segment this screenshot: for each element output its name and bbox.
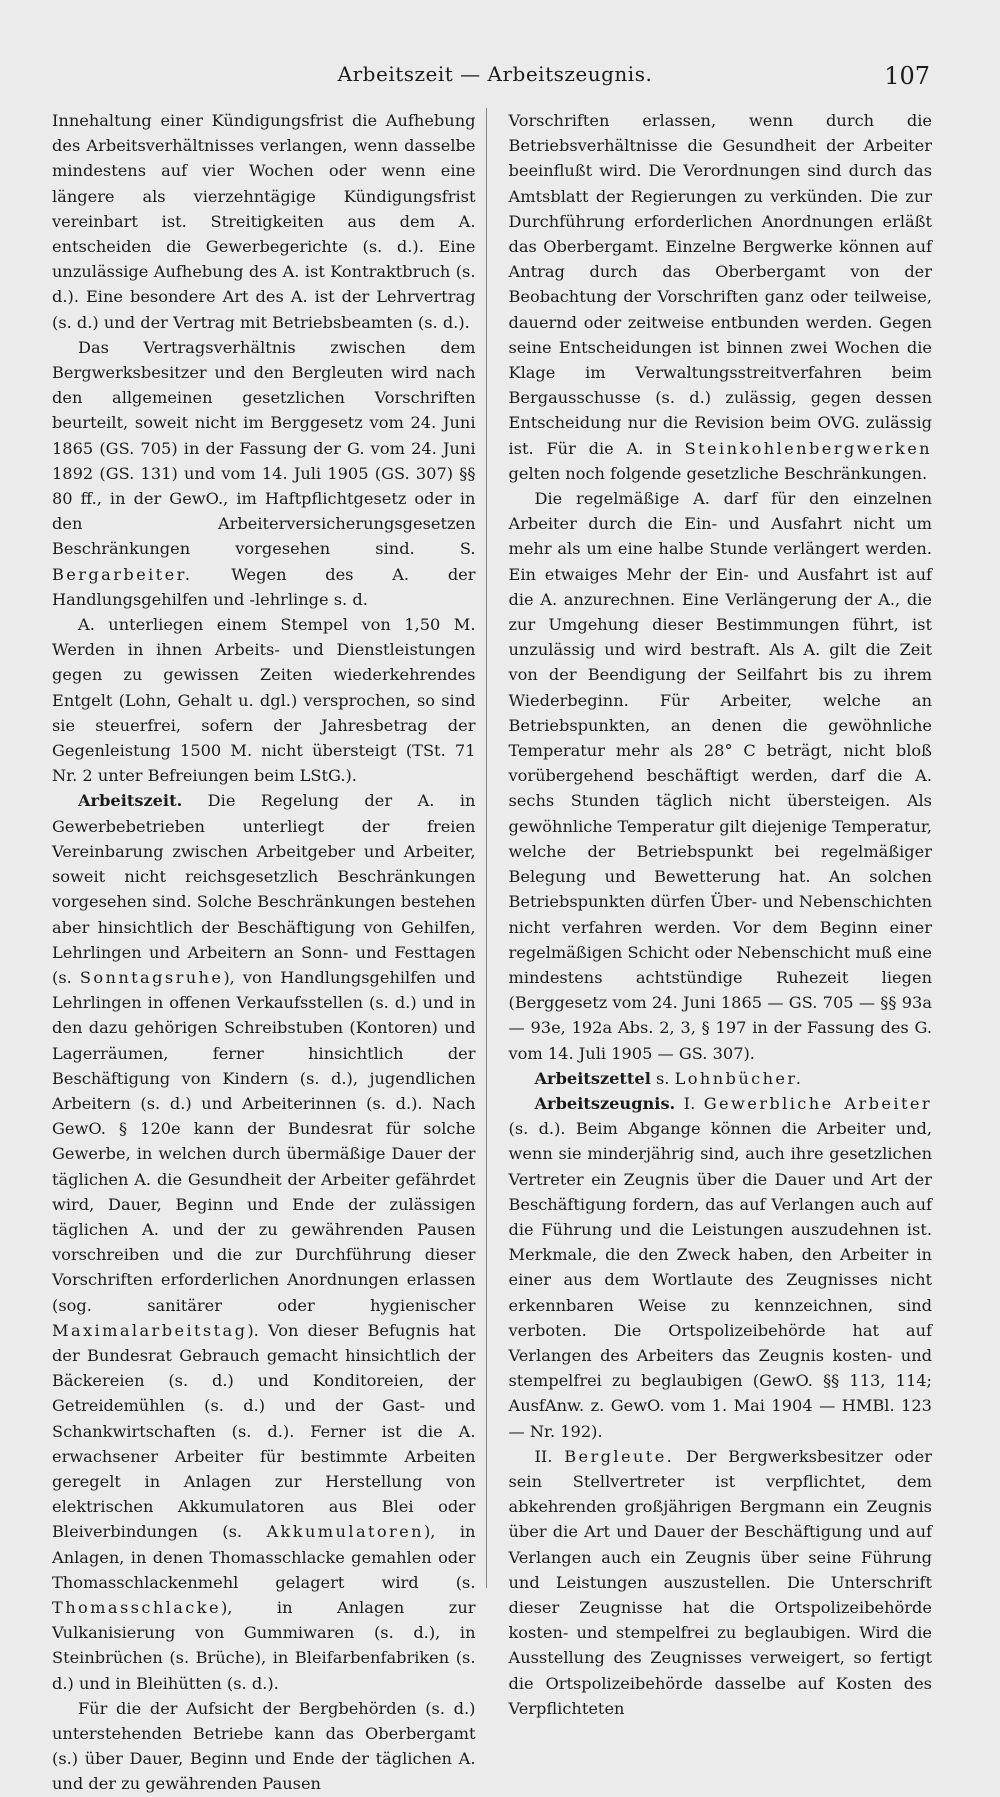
paragraph-text: Wegen des A. der Handlungsgehilfen und -lehrlinge s. d. xyxy=(52,564,476,609)
cross-reference: Lohnbücher. xyxy=(674,1068,804,1088)
paragraph-text: Die Regelung der A. in Gewerbebetrieben unterliegt der freien Vereinbarung zwischen Arbeitgeber und Arbeiter, soweit nicht reichsgesetzlich Beschränkungen vorgesehen sind. Solche Beschränkungen bestehen aber hinsichtlich der Beschäftigung von Gehilfen, Lehrlingen und Arbeitern an Sonn- und Festtagen (s. xyxy=(52,791,476,987)
paragraph-text: gelten noch folgende gesetzliche Beschränkungen. xyxy=(508,463,928,483)
paragraph xyxy=(52,108,476,335)
paragraph xyxy=(509,1091,933,1444)
paragraph-text: Der Bergwerksbesitzer oder sein Stellvertreter ist verpflichtet, dem abkehrenden großjährigen Bergmann ein Zeugnis über die Art und Dauer der Beschäftigung und auf Verlangen auch ein Zeugnis über seine Führung und Leistungen auszustellen. Die Unterschrift dieser Zeugnisse hat die Ortspolizeibehörde kosten- und stempelfrei zu beglaubigen. Wird die Ausstellung des Zeugnisses verweigert, so fertigt die Ortspolizeibehörde dasselbe auf Kosten des Verpflichteten xyxy=(508,1446,932,1718)
page-number: 107 xyxy=(884,62,930,90)
paragraph xyxy=(509,486,933,1066)
section-heading: Bergleute. xyxy=(564,1446,675,1466)
paragraph-text: Für die der Aufsicht der Bergbehörden (s. d.) unterstehenden Betriebe kann das Oberbergamt (s.) über Dauer, Beginn und Ende der täglichen A. und der zu gewährenden Pausen xyxy=(52,1698,476,1794)
paragraph xyxy=(52,335,476,612)
paragraph-text: s. xyxy=(656,1068,670,1088)
cross-reference: Bergarbeiter. xyxy=(52,564,193,584)
paragraph-text: I. xyxy=(683,1093,696,1113)
paragraph-text: Innehaltung einer Kündigungsfrist die Aufhebung des Arbeitsverhältnisses verlangen, wenn dasselbe mindestens auf vier Wochen oder wenn eine längere als vierzehntägige Kündigungsfrist vereinbart ist. Streitigkeiten aus dem A. entscheiden die Gewerbegerichte (s. d.). Eine unzulässige Aufhebung des A. ist Kontraktbruch (s. d.). Eine besondere Art des A. ist der Lehrvertrag (s. d.) und der Vertrag mit Betriebsbeamten (s. d.). xyxy=(52,111,476,332)
paragraph xyxy=(52,1696,476,1797)
running-head xyxy=(60,56,930,96)
entry-headword: Arbeitszettel xyxy=(534,1068,651,1088)
paragraph-text: ), von Handlungsgehilfen und Lehrlingen in offenen Verkaufsstellen (s. d.) und in den dazu gehörigen Schreibstuben (Kontoren) und Lagerräumen, ferner hinsichtlich der Beschäftigung von Kindern (s. d.), jugendlichen Arbeitern (s. d.) und Arbeiterinnen (s. d.). Nach GewO. § 120e kann der Bundesrat für solche Gewerbe, in welchen durch übermäßige Dauer der täglichen A. die Gesundheit der Arbeiter gefährdet wird, Dauer, Beginn und Ende der zulässigen täglichen A. und der zu gewährenden Pausen vorschreiben und die zur Durchführung dieser Vorschriften erforderlichen Anordnungen erlassen (sog. sanitärer oder hygienischer xyxy=(52,967,476,1315)
paragraph-text: (s. d.). Beim Abgange können die Arbeiter und, wenn sie minderjährig sind, auch ihre gesetzlichen Vertreter ein Zeugnis über die Dauer und Art der Beschäftigung fordern, das auf Verlangen auch auf die Führung und die Leistungen auszudehnen ist. Merkmale, die den Zweck haben, den Arbeiter in einer aus dem Wortlaute des Zeugnisses nicht erkennbaren Weise zu kennzeichnen, sind verboten. Die Ortspolizeibehörde hat auf Verlangen des Arbeiters das Zeugnis kosten- und stempelfrei zu beglaubigen (GewO. §§ 113, 114; AusfAnw. z. GewO. vom 1. Mai 1904 — HMBl. 123 — Nr. 192). xyxy=(508,1119,932,1441)
cross-reference: Thomasschlacke xyxy=(52,1597,221,1617)
paragraph xyxy=(509,1444,933,1721)
paragraph-text: ), in Anlagen zur Vulkanisierung von Gummiwaren (s. d.), in Steinbrüchen (s. Brüche), in Bleifarbenfabriken (s. d.) und in Bleihütten (s. d.). xyxy=(52,1597,476,1693)
paragraph-text: Vorschriften erlassen, wenn durch die Betriebsverhältnisse die Gesundheit der Arbeiter beeinflußt wird. Die Verordnungen sind durch das Amtsblatt der Regierungen zu verkünden. Die zur Durchführung erforderlichen Anordnungen erläßt das Oberbergamt. Einzelne Bergwerke können auf Antrag durch das Oberbergamt von der Beobachtung der Vorschriften ganz oder teilweise, dauernd oder zeitweise entbunden werden. Gegen seine Entscheidungen ist binnen zwei Wochen die Klage im Verwaltungsstreitverfahren beim Bergausschusse (s. d.) zulässig, gegen dessen Entscheidung nur die Revision beim OVG. zulässig ist. Für die A. in xyxy=(508,111,932,458)
cross-reference: Maximalarbeitstag xyxy=(52,1320,248,1340)
text-columns xyxy=(52,108,932,1794)
paragraph-text: Das Vertragsverhältnis zwischen dem Bergwerksbesitzer und den Bergleuten wird nach den allgemeinen gesetzlichen Vorschriften beurteilt, soweit nicht im Berggesetz vom 24. Juni 1865 (GS. 705) in der Fassung der G. vom 24. Juni 1892 (GS. 131) und vom 14. Juli 1905 (GS. 307) §§ 80 ff., in der GewO., im Haftpflichtgesetz oder in den Arbeiterversicherungsgesetzen Beschränkungen vorgesehen sind. S. xyxy=(52,337,476,559)
entry-headword: Arbeitszeugnis. xyxy=(534,1093,676,1113)
paragraph xyxy=(509,108,933,486)
running-title: Arbeitszeit — Arbeitszeugnis. xyxy=(337,62,653,86)
paragraph xyxy=(52,612,476,788)
paragraph-text: Die regelmäßige A. darf für den einzelnen Arbeiter durch die Ein- und Ausfahrt nicht um mehr als um eine halbe Stunde verlängert werden. Ein etwaiges Mehr der Ein- und Ausfahrt ist auf die A. anzurechnen. Eine Verlängerung der A., die zur Umgehung dieser Bestimmungen führt, ist unzulässig und wird bestraft. Als A. gilt die Zeit von der Beendigung der Seilfahrt bis zu ihrem Wiederbeginn. Für Arbeiter, welche an Betriebspunkten, an denen die gewöhnliche Temperatur mehr als 28° C beträgt, nicht bloß vorübergehend beschäftigt werden, darf die A. sechs Stunden täglich nicht übersteigen. Als gewöhnliche Temperatur gilt diejenige Temperatur, welche der Betriebspunkt bei regelmäßiger Belegung und Bewetterung hat. An solchen Betriebspunkten dürfen Über- und Nebenschichten nicht verfahren werden. Vor dem Beginn einer regelmäßigen Schicht oder Nebenschicht muß eine mindestens achtstündige Ruhezeit liegen (Berggesetz vom 24. Juni 1865 — GS. 705 — §§ 93a — 93e, 192a Abs. 2, 3, § 197 in der Fassung des G. vom 14. Juli 1905 — GS. 307). xyxy=(508,489,932,1063)
cross-reference: Steinkohlenbergwerken xyxy=(684,438,932,458)
right-column xyxy=(508,108,933,1718)
cross-reference: Akkumulatoren xyxy=(266,1522,424,1542)
left-column xyxy=(52,108,487,1794)
entry-headword: Arbeitszeit. xyxy=(78,791,183,811)
paragraph-text: A. unterliegen einem Stempel von 1,50 M. Werden in ihnen Arbeits- und Dienstleistungen gegen zu gewissen Zeiten wiederkehrendes Entgelt (Lohn, Gehalt u. dgl.) versprochen, so sind sie steuerfrei, sofern der Jahresbetrag der Gegenleistung 1500 M. nicht übersteigt (TSt. 71 Nr. 2 unter Befreiungen beim LStG.). xyxy=(52,615,476,786)
paragraph-text: ), in Anlagen, in denen Thomasschlacke gemahlen oder Thomasschlackenmehl gelagert wird (s. xyxy=(52,1522,476,1592)
paragraph-text: ). Von dieser Befugnis hat der Bundesrat Gebrauch gemacht hinsichtlich der Bäckereien (s. d.) und Konditoreien, der Getreidemühlen (s. d.) und der Gast- und Schankwirtschaften (s. d.). Ferner ist die A. erwachsener Arbeiter für bestimmte Arbeiten geregelt in Anlagen zur Herstellung von elektrischen Akkumulatoren aus Blei oder Bleiverbindungen (s. xyxy=(52,1320,476,1542)
section-heading: Gewerbliche Arbeiter xyxy=(703,1093,932,1113)
paragraph-text: II. xyxy=(534,1446,553,1466)
cross-reference: Sonntagsruhe xyxy=(79,967,224,987)
paragraph xyxy=(509,1066,933,1091)
paragraph xyxy=(52,788,476,1695)
